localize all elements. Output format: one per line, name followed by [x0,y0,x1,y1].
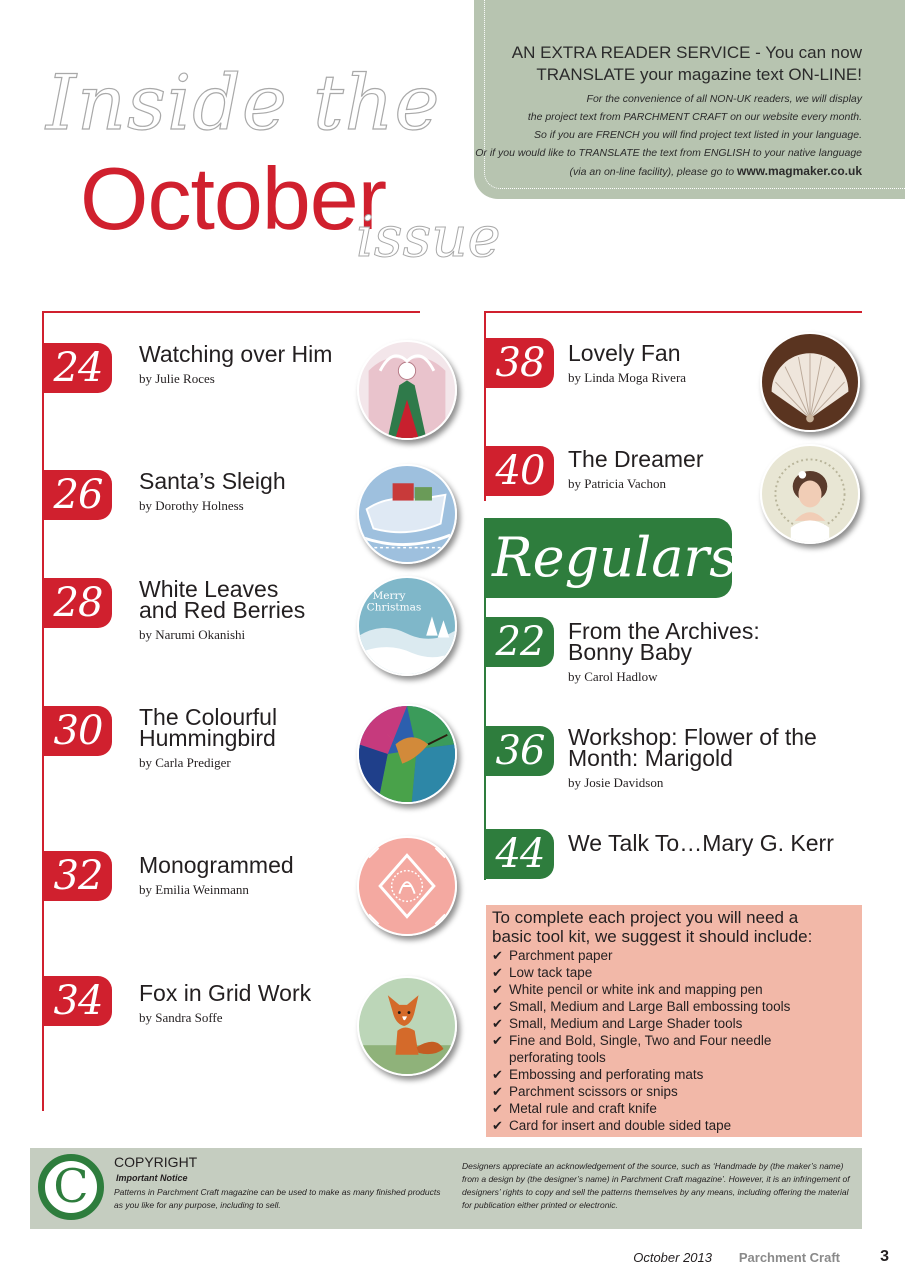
list-item-text: Small, Medium and Large Shader tools [509,1016,743,1031]
list-item-text: Parchment paper [509,948,613,963]
footer-page-number: 3 [880,1248,889,1265]
regular-title-line-2[interactable]: Bonny Baby [568,639,693,665]
check-icon: ✔ [492,1118,503,1133]
merry-christmas-image [359,578,455,674]
tool-kit-heading-line-1: To complete each project you will need a [492,908,799,927]
list-item-text: Embossing and perforating mats [509,1067,704,1082]
project-title[interactable]: The Dreamer [568,446,704,472]
regular-author: by Josie Davidson [568,775,664,790]
project-title[interactable]: Monogrammed [139,852,294,878]
regular-title-line-1[interactable]: From the Archives: [568,618,760,644]
list-item-text: White pencil or white ink and mapping pen [509,982,763,997]
tool-kit-box [486,905,862,1137]
project-author: by Sandra Soffe [139,1010,223,1025]
monogram-image [359,838,455,934]
dreamer-image [762,446,858,542]
page-number-tab: 32 [44,851,112,901]
fox-image [359,978,455,1074]
project-title-line-1[interactable]: White Leaves [139,576,279,602]
page-number-tab: 22 [486,617,554,667]
page-number-tab: 34 [44,976,112,1026]
left-column-top-rule [42,311,420,313]
regular-title-line-1[interactable]: Workshop: Flower of the [568,724,817,750]
fox-thumbnail [357,976,457,1076]
footer-issue-date: October 2013 [633,1250,712,1265]
angel-thumbnail [357,340,457,440]
service-body-line-5 [442,162,862,181]
service-body-line-2: the project text from PARCHMENT CRAFT on our website every month. [527,111,862,123]
merry-christmas-thumbnail [357,576,457,676]
sleigh-image [359,466,455,562]
service-headline-line-1: AN EXTRA READER SERVICE - You can now [511,43,862,62]
service-body-line-3: So if you are FRENCH you will find project text listed in your language. [534,129,862,141]
list-item [492,964,862,981]
list-item [492,1083,862,1100]
reader-service-box [474,0,905,199]
list-item-text: Fine and Bold, Single, Two and Four needle [509,1033,772,1048]
tool-kit-heading-line-2: basic tool kit, we suggest it should include: [492,927,813,946]
heading-issue: issue [356,205,501,270]
page-number-tab: 36 [486,726,554,776]
service-body-line-4: Or if you would like to TRANSLATE the text from ENGLISH to your native language [475,147,862,159]
regular-title[interactable]: We Talk To…Mary G. Kerr [568,830,834,856]
list-item-text: perforating tools [509,1050,606,1065]
list-item [492,1117,862,1134]
service-body [442,90,862,181]
page-number-tab: 30 [44,706,112,756]
sleigh-thumbnail [357,464,457,564]
page-number-tab: 40 [486,446,554,496]
list-item [492,1066,862,1083]
regular-author: by Carol Hadlow [568,669,658,684]
project-author: by Patricia Vachon [568,476,666,491]
right-column-top-rule [484,311,862,313]
monogram-thumbnail [357,836,457,936]
regular-title-line-2[interactable]: Month: Marigold [568,745,733,771]
list-item-text: Small, Medium and Large Ball embossing tools [509,999,791,1014]
footer-magazine-name: Parchment Craft [738,1250,840,1265]
list-item [492,947,862,964]
project-author: by Carla Prediger [139,755,231,770]
project-author: by Emilia Weinmann [139,882,249,897]
hummingbird-thumbnail [357,704,457,804]
check-icon: ✔ [492,948,503,963]
project-title[interactable]: Santa’s Sleigh [139,468,286,494]
project-title-line-2[interactable]: and Red Berries [139,597,306,623]
service-headline-line-2: TRANSLATE your magazine text ON-LINE! [536,65,862,84]
tool-kit-list [492,947,862,1134]
list-item [492,1032,862,1049]
heading-inside-the: Inside the [46,58,441,147]
project-author: by Dorothy Holness [139,498,244,513]
page-number-tab: 24 [44,343,112,393]
service-body-line-5-text: (via an on-line facility), please go to [569,166,735,178]
list-item-text: Metal rule and craft knife [509,1101,657,1116]
list-item [492,1100,862,1117]
heading-october: October [80,149,387,248]
check-icon: ✔ [492,965,503,980]
check-icon: ✔ [492,1067,503,1082]
service-url-link[interactable]: www.magmaker.co.uk [737,164,862,178]
check-icon: ✔ [492,982,503,997]
check-icon: ✔ [492,1033,503,1048]
list-item [492,998,862,1015]
copyright-bar [30,1148,862,1229]
project-title[interactable]: Fox in Grid Work [139,980,312,1006]
fan-thumbnail [760,332,860,432]
important-notice-label: Important Notice [116,1173,188,1183]
check-icon: ✔ [492,1101,503,1116]
project-title[interactable]: Lovely Fan [568,340,681,366]
check-icon: ✔ [492,999,503,1014]
regulars-banner: Regulars [486,518,732,598]
project-title-line-1[interactable]: The Colourful [139,704,278,730]
service-body-line-1: For the convenience of all NON-UK readers, we will display [586,93,862,105]
merry-text: Merry [372,590,406,603]
list-item-text: Low tack tape [509,965,593,980]
list-item [492,981,862,998]
fan-image [762,334,858,430]
copyright-icon: C [38,1154,104,1220]
list-item [492,1015,862,1032]
list-item-text: Parchment scissors or snips [509,1084,678,1099]
designers-notice-text: Designers appreciate an acknowledgement of the source, such as ‘Handmade by (the maker’s name) from a design by (the designer’s name) in Parchment Craft magazine’. However, it is an infringement of designers’ rights to copy and sell the patterns themselves by any means, including offering the material for publication either printed or electronic. [462,1161,850,1210]
page-number-tab: 26 [44,470,112,520]
check-icon: ✔ [492,1016,503,1031]
page-number-tab: 28 [44,578,112,628]
page-number-tab: 44 [486,829,554,879]
copyright-text: Patterns in Parchment Craft magazine can be used to make as many finished products as you like for any purpose, including to sell. [114,1187,441,1210]
dreamer-thumbnail [760,444,860,544]
angel-image [359,342,455,438]
list-item-continued [492,1049,862,1066]
hummingbird-image [359,706,455,802]
project-author: by Julie Roces [139,371,215,386]
page-number-tab: 38 [486,338,554,388]
check-icon: ✔ [492,1084,503,1099]
service-headline [482,42,862,86]
christmas-text: Christmas [366,601,422,614]
project-title-line-2[interactable]: Hummingbird [139,725,276,751]
project-author: by Linda Moga Rivera [568,370,687,385]
project-author: by Narumi Okanishi [139,627,246,642]
project-title[interactable]: Watching over Him [139,341,333,367]
copyright-title: COPYRIGHT [114,1154,198,1170]
list-item-text: Card for insert and double sided tape [509,1118,732,1133]
